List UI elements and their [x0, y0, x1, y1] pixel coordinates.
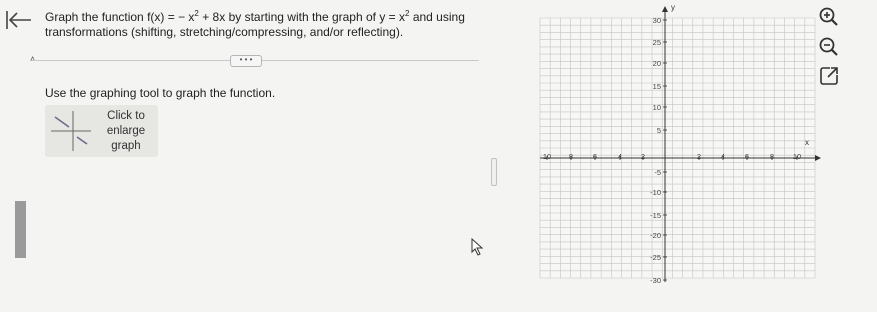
x-tick-label: 2 — [640, 152, 646, 161]
mouse-cursor-icon — [471, 238, 485, 256]
y-tick-label: 5 — [656, 126, 661, 135]
x-tick-label: 2 — [696, 152, 702, 161]
x-tick-label: 10 — [792, 152, 802, 161]
zoom-in-button[interactable] — [817, 5, 841, 29]
back-arrow-icon[interactable] — [4, 9, 34, 31]
y-tick-label: -30 — [650, 276, 661, 285]
prompt-line-1 — [45, 6, 465, 25]
enlarge-graph-label: Click to enlarge graph — [106, 110, 146, 152]
x-tick-label: 8 — [568, 152, 574, 161]
prompt-end: and using — [412, 10, 465, 24]
x-tick-label: 10 — [542, 152, 552, 161]
y-tick-label: 25 — [652, 38, 661, 47]
function-expression: f(x) = − $x^2 + 8x$ — [147, 9, 226, 24]
graph-instructions: Use the graphing tool to graph the function. — [45, 86, 276, 100]
x-tick-label: 6 — [744, 152, 750, 161]
small-marker: ˄ — [30, 54, 36, 64]
x-tick-label: 8 — [769, 152, 775, 161]
external-link-icon — [817, 64, 841, 88]
more-button[interactable]: • • • — [230, 55, 262, 67]
y-tick-label: -10 — [650, 188, 661, 197]
y-tick-label: 15 — [652, 82, 661, 91]
prompt-intro: Graph the function — [45, 10, 144, 24]
left-scrollbar[interactable] — [15, 201, 26, 258]
y-tick-label: -15 — [650, 211, 661, 220]
x-tick-label: 6 — [592, 152, 598, 161]
y-tick-label: -20 — [650, 231, 661, 240]
y-tick-label: 10 — [652, 103, 661, 112]
x-axis-label: x — [805, 138, 809, 147]
y-tick-label: 20 — [652, 59, 661, 68]
popout-button[interactable] — [817, 64, 841, 88]
zoom-in-icon — [817, 5, 841, 29]
prompt-middle: by starting with the graph of — [228, 10, 376, 24]
prompt-line-2: transformations (shifting, stretching/compressing, and/or reflecting). — [45, 25, 404, 39]
x-axis-arrow-icon — [815, 155, 821, 161]
zoom-out-button[interactable] — [817, 35, 841, 59]
x-tick-label: 4 — [617, 152, 623, 161]
question-prompt — [45, 6, 465, 40]
coordinate-graph[interactable] — [535, 0, 825, 290]
graph-thumbnail-icon — [51, 111, 91, 151]
enlarge-graph-button[interactable] — [45, 105, 158, 157]
x-tick-label: 4 — [720, 152, 726, 161]
y-axis-label: y — [671, 3, 675, 12]
y-tick-label: -25 — [650, 253, 661, 262]
base-function-expression: $y = x^2$ — [379, 9, 410, 24]
y-tick-label: 30 — [652, 16, 661, 25]
y-tick-label: -5 — [654, 168, 661, 177]
y-axis-arrow-icon — [662, 6, 668, 12]
zoom-out-icon — [817, 35, 841, 59]
pane-splitter-handle[interactable] — [491, 158, 497, 186]
